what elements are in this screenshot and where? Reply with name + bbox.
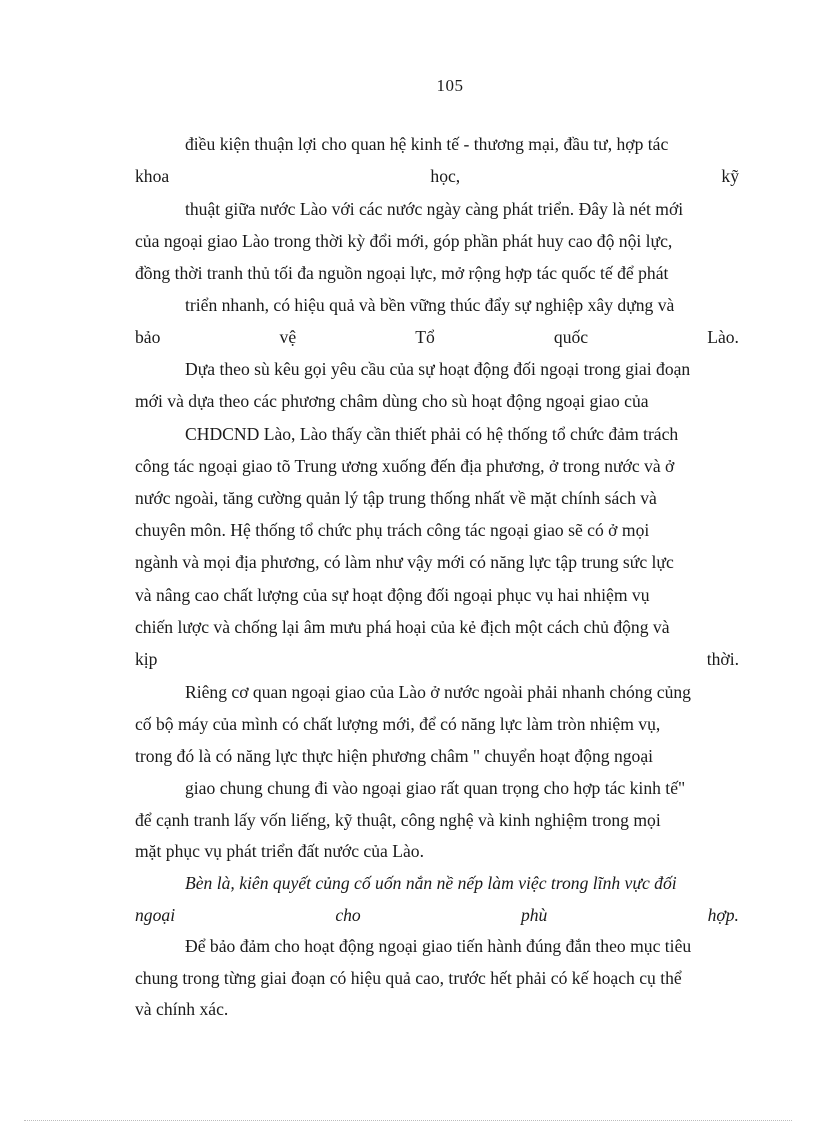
paragraph-2-line-8: và nâng cao chất lượng của sự hoạt động đối ngoại phục vụ hai nhiệm vụ xyxy=(135,585,650,605)
paragraph-3-line-6: mặt phục vụ phát triển đất nước của Lào. xyxy=(135,841,424,861)
word: Tổ xyxy=(415,327,435,347)
word: kịp xyxy=(135,649,158,669)
paragraph-3-line-5: để cạnh tranh lấy vốn liếng, kỹ thuật, công nghệ và kinh nghiệm trong mọi xyxy=(135,810,661,830)
footer-divider xyxy=(24,1120,792,1121)
paragraph-3-line-4: giao chung chung đi vào ngoại giao rất quan trọng cho hợp tác kinh tế" xyxy=(185,778,686,798)
paragraph-2-line-1: Dựa theo sù kêu gọi yêu cầu của sự hoạt động đối ngoại trong giai đoạn xyxy=(185,359,691,379)
paragraph-5-line-1: Để bảo đảm cho hoạt động ngoại giao tiến hành đúng đắn theo mục tiêu xyxy=(185,936,692,956)
paragraph-3-line-1: Riêng cơ quan ngoại giao của Lào ở nước ngoài phải nhanh chóng củng xyxy=(185,682,691,702)
word: kỹ xyxy=(721,166,739,186)
word: khoa xyxy=(135,166,170,186)
word: cho xyxy=(335,905,361,925)
word: Lào. xyxy=(707,327,739,347)
paragraph-1-line-1: điều kiện thuận lợi cho quan hệ kinh tế - thương mại, đầu tư, hợp tác xyxy=(185,134,669,154)
paragraph-1-line-2 xyxy=(135,165,739,187)
paragraph-2-line-6: chuyên môn. Hệ thống tổ chức phụ trách công tác ngoại giao sẽ có ở mọi xyxy=(135,520,650,540)
page-number: 105 xyxy=(436,76,464,95)
word: quốc xyxy=(553,327,589,347)
paragraph-4-line-2 xyxy=(135,904,739,926)
paragraph-1-line-7 xyxy=(135,326,739,348)
paragraph-1-line-4: của ngoại giao Lào trong thời kỳ đổi mới, góp phần phát huy cao độ nội lực, xyxy=(135,231,673,251)
word: ngoại xyxy=(135,905,176,925)
paragraph-1-line-5: đồng thời tranh thủ tối đa nguồn ngoại lực, mở rộng hợp tác quốc tế để phát xyxy=(135,263,669,283)
word: phù xyxy=(520,905,548,925)
word: bảo xyxy=(135,327,161,347)
word: vệ xyxy=(279,327,297,347)
paragraph-3-line-2: cố bộ máy của mình có chất lượng mới, để có năng lực làm tròn nhiệm vụ, xyxy=(135,714,661,734)
word: thời. xyxy=(706,649,739,669)
word: học, xyxy=(430,166,461,186)
paragraph-5-line-3: và chính xác. xyxy=(135,999,229,1019)
paragraph-2-line-2: mới và dựa theo các phương châm dùng cho sù hoạt động ngoại giao của xyxy=(135,391,649,411)
paragraph-2-line-9: chiến lược và chống lại âm mưu phá hoại của kẻ địch một cách chủ động và xyxy=(135,617,670,637)
word: hợp. xyxy=(707,905,739,925)
paragraph-2-line-10 xyxy=(135,648,739,670)
paragraph-2-line-3: CHDCND Lào, Lào thấy cần thiết phải có hệ thống tổ chức đảm trách xyxy=(185,424,679,444)
paragraph-2-line-5: nước ngoài, tăng cường quản lý tập trung thống nhất về mặt chính sách và xyxy=(135,488,657,508)
paragraph-3-line-3: trong đó là có năng lực thực hiện phương châm " chuyển hoạt động ngoại xyxy=(135,746,654,766)
paragraph-1-line-3: thuật giữa nước Lào với các nước ngày càng phát triển. Đây là nét mới xyxy=(185,199,684,219)
paragraph-2-line-4: công tác ngoại giao tõ Trung ương xuống đến địa phương, ở trong nước và ở xyxy=(135,456,675,476)
paragraph-4-line-1: Bèn là, kiên quyết củng cố uốn nắn nề nếp làm việc trong lĩnh vực đối xyxy=(185,873,677,893)
paragraph-5-line-2: chung trong từng giai đoạn có hiệu quả cao, trước hết phải có kế hoạch cụ thể xyxy=(135,968,682,988)
paragraph-1-line-6: triển nhanh, có hiệu quả và bền vững thúc đẩy sự nghiệp xây dựng và xyxy=(185,295,675,315)
paragraph-2-line-7: ngành và mọi địa phương, có làm như vậy mới có năng lực tập trung sức lực xyxy=(135,552,674,572)
